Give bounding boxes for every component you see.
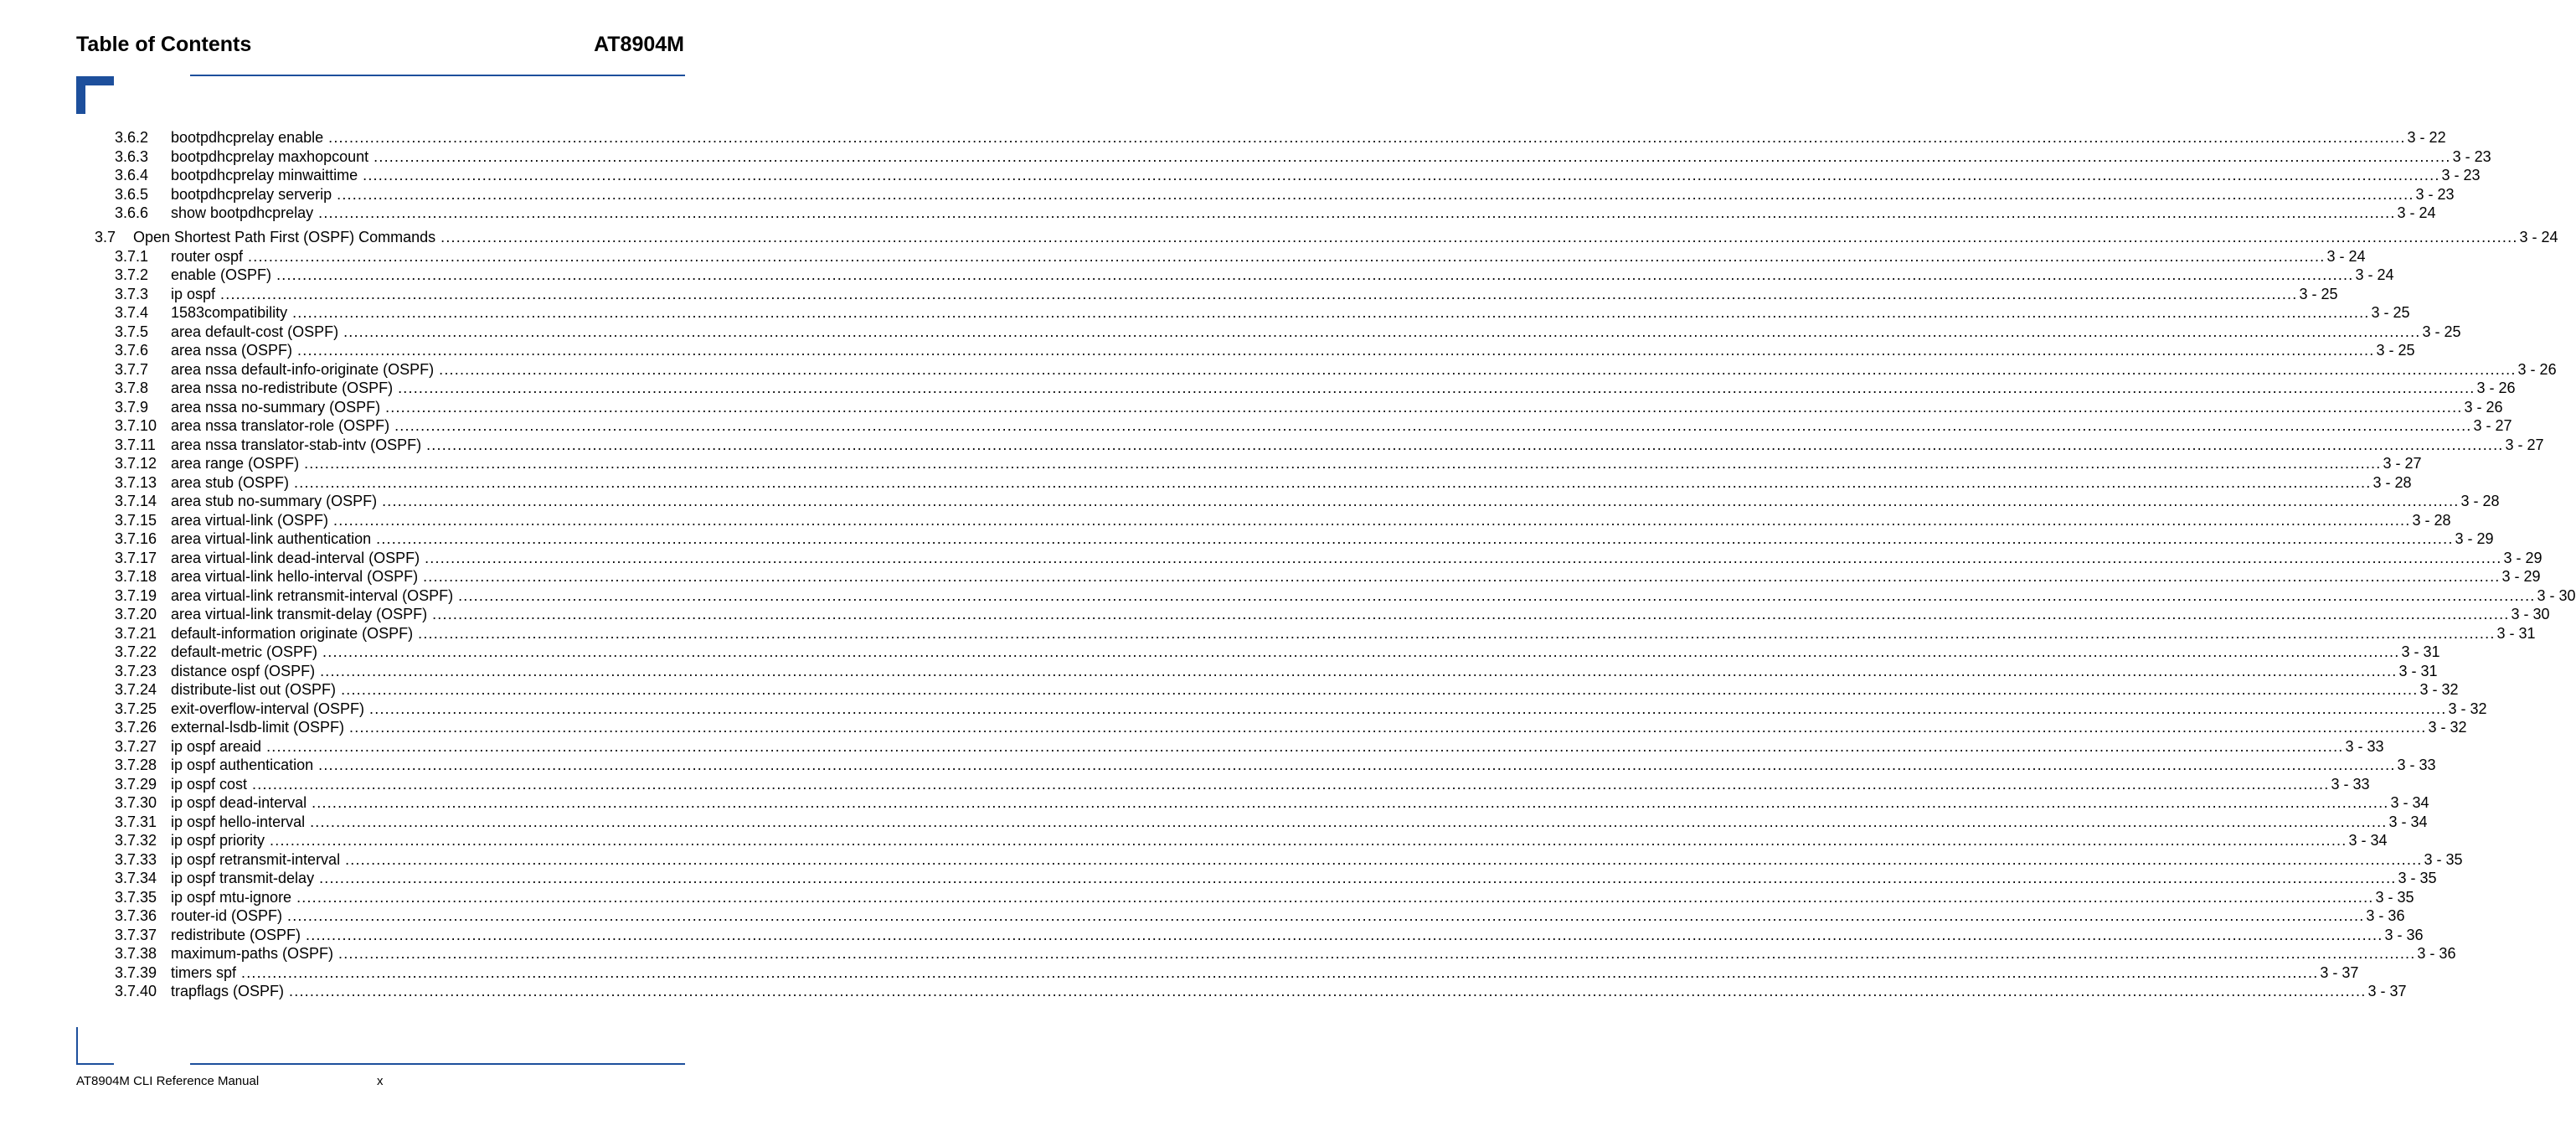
toc-entry-number: 3.7.31	[115, 813, 157, 830]
toc-dot-leader: ................................................................................................................................................................................................................................................................................................................................................................................................................	[337, 185, 2414, 203]
toc-entry[interactable]	[0, 624, 2536, 643]
product-name: AT8904M	[594, 33, 684, 56]
toc-dot-leader: ................................................................................................................................................................................................................................................................................................................................................................................................................	[322, 643, 2400, 660]
toc-entry[interactable]	[0, 831, 2388, 850]
toc-entry[interactable]	[0, 379, 2516, 398]
toc-entry-title: Open Shortest Path First (OSPF) Commands	[133, 228, 440, 247]
toc-dot-leader: ................................................................................................................................................................................................................................................................................................................................................................................................................	[318, 204, 2396, 221]
toc-entry-page: 3 - 33	[2331, 775, 2370, 793]
toc-dot-leader: ................................................................................................................................................................................................................................................................................................................................................................................................................	[270, 832, 2347, 849]
toc-dot-leader: ................................................................................................................................................................................................................................................................................................................................................................................................................	[418, 624, 2496, 642]
toc-entry-title: ip ospf cost	[171, 775, 252, 794]
toc-entry-page: 3 - 27	[2505, 436, 2544, 453]
toc-entry[interactable]	[0, 323, 2461, 342]
toc-dot-leader: ................................................................................................................................................................................................................................................................................................................................................................................................................	[276, 266, 2354, 283]
toc-entry[interactable]	[0, 869, 2437, 888]
toc-dot-leader: ................................................................................................................................................................................................................................................................................................................................................................................................................	[266, 737, 2344, 755]
toc-entry-number: 3.7.35	[115, 888, 157, 906]
toc-entry-number: 3.7.23	[115, 662, 157, 679]
toc-entry[interactable]	[0, 247, 2366, 266]
toc-entry-number: 3.7.8	[115, 380, 149, 396]
toc-entry-page: 3 - 31	[2398, 662, 2438, 679]
toc-entry-number: 3.7.17	[115, 549, 157, 566]
toc-entry-number: 3.7.15	[115, 511, 157, 529]
toc-entry-title: bootpdhcprelay minwaittime	[171, 166, 363, 185]
toc-entry[interactable]	[0, 775, 2370, 794]
toc-entry-title: ip ospf	[171, 285, 220, 304]
toc-dot-leader: ................................................................................................................................................................................................................................................................................................................................................................................................................	[294, 473, 2372, 491]
toc-entry[interactable]	[0, 360, 2557, 380]
toc-entry-page: 3 - 28	[2372, 473, 2412, 491]
toc-entry-number: 3.6.4	[115, 167, 149, 183]
toc-entry-title: bootpdhcprelay maxhopcount	[171, 147, 374, 167]
toc-entry-number: 3.7.16	[115, 530, 157, 547]
toc-entry-page: 3 - 30	[2537, 586, 2576, 604]
toc-entry-number: 3.7.34	[115, 870, 157, 886]
toc-entry-page: 3 - 24	[2519, 229, 2558, 245]
toc-entry[interactable]	[0, 662, 2438, 681]
toc-entry-number: 3.7.11	[115, 436, 156, 453]
toc-entry-title: area stub (OSPF)	[171, 473, 294, 493]
toc-dot-leader: ................................................................................................................................................................................................................................................................................................................................................................................................................	[349, 719, 2427, 736]
toc-entry-title: timers spf	[171, 963, 241, 983]
toc-entry[interactable]	[0, 416, 2512, 436]
toc-entry-title: area nssa no-redistribute (OSPF)	[171, 379, 398, 398]
toc-entry[interactable]	[0, 204, 2436, 223]
toc-entry-page: 3 - 26	[2476, 380, 2516, 396]
toc-entry[interactable]	[0, 511, 2451, 530]
toc-entry-number: 3.7.22	[115, 643, 157, 660]
toc-dot-leader: ................................................................................................................................................................................................................................................................................................................................................................................................................	[297, 342, 2375, 359]
toc-entry-number: 3.6.5	[115, 185, 149, 203]
toc-entry-number: 3.7.6	[115, 342, 149, 359]
toc-entry-number: 3.7.12	[115, 455, 157, 472]
toc-entry[interactable]	[0, 492, 2500, 511]
toc-entry-number: 3.7.27	[115, 737, 157, 755]
toc-entry-title: area range (OSPF)	[171, 454, 304, 473]
toc-dot-leader: ................................................................................................................................................................................................................................................................................................................................................................................................................	[439, 360, 2517, 378]
toc-entry-title: ip ospf hello-interval	[171, 813, 310, 832]
toc-entry[interactable]	[0, 266, 2394, 285]
toc-entry-page: 3 - 34	[2348, 832, 2388, 849]
toc-entry-page: 3 - 34	[2390, 794, 2429, 811]
toc-entry-page: 3 - 35	[2398, 870, 2437, 886]
page-title: Table of Contents	[76, 33, 252, 56]
toc-entry-number: 3.7.36	[115, 907, 157, 924]
toc-entry-number: 3.7.29	[115, 775, 157, 793]
toc-entry-title: 1583compatibility	[171, 303, 292, 323]
toc-entry-number: 3.6.6	[115, 204, 149, 221]
toc-entry-page: 3 - 32	[2428, 719, 2467, 736]
toc-entry-number: 3.7.25	[115, 700, 157, 717]
toc-entry-page: 3 - 26	[2517, 360, 2557, 378]
toc-entry-title: area default-cost (OSPF)	[171, 323, 343, 342]
toc-entry-page: 3 - 32	[2419, 681, 2459, 698]
toc-entry-number: 3.7.1	[115, 247, 149, 265]
toc-entry-page: 3 - 37	[2367, 983, 2407, 999]
toc-entry-title: maximum-paths (OSPF)	[171, 944, 338, 963]
toc-entry-page: 3 - 25	[2376, 342, 2415, 359]
toc-entry[interactable]	[0, 436, 2544, 455]
toc-entry-page: 3 - 35	[2375, 888, 2414, 906]
toc-entry-title: ip ospf dead-interval	[171, 793, 312, 813]
toc-dot-leader: ................................................................................................................................................................................................................................................................................................................................................................................................................	[440, 229, 2518, 245]
toc-dot-leader: ................................................................................................................................................................................................................................................................................................................................................................................................................	[343, 323, 2421, 340]
toc-entry[interactable]	[0, 643, 2440, 662]
toc-entry[interactable]	[0, 473, 2412, 493]
toc-entry-page: 3 - 27	[2473, 417, 2512, 434]
toc-entry[interactable]	[0, 549, 2543, 568]
toc-dot-leader: ................................................................................................................................................................................................................................................................................................................................................................................................................	[374, 147, 2451, 165]
toc-entry-title: bootpdhcprelay enable	[171, 128, 328, 147]
toc-entry-page: 3 - 24	[2397, 204, 2436, 221]
toc-entry-number: 3.7.18	[115, 568, 157, 585]
toc-entry-page: 3 - 25	[2371, 304, 2410, 321]
toc-entry-number: 3.7.30	[115, 794, 157, 811]
toc-entry-title: area virtual-link transmit-delay (OSPF)	[171, 605, 432, 624]
toc-entry-page: 3 - 28	[2412, 511, 2451, 529]
toc-entry[interactable]	[0, 737, 2384, 757]
toc-dot-leader: ................................................................................................................................................................................................................................................................................................................................................................................................................	[319, 870, 2397, 886]
toc-entry[interactable]	[0, 906, 2405, 926]
toc-entry-page: 3 - 29	[2501, 568, 2541, 585]
toc-dot-leader: ................................................................................................................................................................................................................................................................................................................................................................................................................	[248, 247, 2326, 265]
toc-entry-title: area virtual-link dead-interval (OSPF)	[171, 549, 425, 568]
toc-entry-number: 3.7.4	[115, 304, 149, 321]
toc-dot-leader: ................................................................................................................................................................................................................................................................................................................................................................................................................	[241, 963, 2319, 981]
toc-dot-leader: ................................................................................................................................................................................................................................................................................................................................................................................................................	[292, 304, 2370, 321]
toc-entry-title: distance ospf (OSPF)	[171, 662, 320, 681]
toc-entry-number: 3.7.20	[115, 606, 157, 622]
toc-entry-number: 3.7.37	[115, 926, 157, 943]
toc-entry-number: 3.7.38	[115, 945, 157, 962]
toc-dot-leader: ................................................................................................................................................................................................................................................................................................................................................................................................................	[432, 606, 2510, 622]
toc-entry-title: ip ospf mtu-ignore	[171, 888, 296, 907]
toc-entry-title: ip ospf transmit-delay	[171, 869, 319, 888]
toc-entry-number: 3.7.19	[115, 586, 157, 604]
toc-entry-title: area stub no-summary (OSPF)	[171, 492, 382, 511]
toc-entry-page: 3 - 28	[2460, 493, 2500, 509]
toc-entry[interactable]	[0, 944, 2456, 963]
toc-entry-title: area nssa default-info-originate (OSPF)	[171, 360, 439, 380]
toc-entry-title: ip ospf retransmit-interval	[171, 850, 345, 870]
toc-entry[interactable]	[0, 850, 2463, 870]
toc-entry-page: 3 - 33	[2345, 737, 2384, 755]
toc-entry-page: 3 - 35	[2424, 850, 2463, 868]
toc-dot-leader: ................................................................................................................................................................................................................................................................................................................................................................................................................	[345, 850, 2423, 868]
footer-divider	[190, 1063, 685, 1065]
toc-dot-leader: ................................................................................................................................................................................................................................................................................................................................................................................................................	[458, 586, 2536, 604]
toc-entry-number: 3.7.14	[115, 493, 157, 509]
footer-manual-title: AT8904M CLI Reference Manual	[76, 1074, 260, 1088]
toc-dot-leader: ................................................................................................................................................................................................................................................................................................................................................................................................................	[312, 794, 2389, 811]
toc-entry[interactable]	[0, 398, 2503, 417]
toc-entry[interactable]	[0, 303, 2410, 323]
toc-dot-leader: ................................................................................................................................................................................................................................................................................................................................................................................................................	[304, 455, 2382, 472]
toc-entry-title: area virtual-link hello-interval (OSPF)	[171, 567, 423, 586]
toc-dot-leader: ................................................................................................................................................................................................................................................................................................................................................................................................................	[318, 757, 2396, 773]
toc-dot-leader: ................................................................................................................................................................................................................................................................................................................................................................................................................	[333, 511, 2411, 529]
toc-entry[interactable]	[0, 700, 2487, 719]
toc-entry-number: 3.7.13	[115, 473, 157, 491]
toc-dot-leader: ................................................................................................................................................................................................................................................................................................................................................................................................................	[328, 129, 2406, 146]
toc-entry-title: default-information originate (OSPF)	[171, 624, 418, 643]
toc-entry[interactable]	[0, 756, 2436, 775]
toc-dot-leader: ................................................................................................................................................................................................................................................................................................................................................................................................................	[426, 436, 2504, 453]
toc-entry[interactable]	[0, 128, 2446, 147]
toc-entry-page: 3 - 37	[2320, 963, 2359, 981]
toc-entry-number: 3.7.26	[115, 719, 157, 736]
toc-entry-title: area nssa translator-role (OSPF)	[171, 416, 394, 436]
toc-dot-leader: ................................................................................................................................................................................................................................................................................................................................................................................................................	[296, 888, 2374, 906]
toc-entry-page: 3 - 36	[2417, 945, 2456, 962]
toc-entry-number: 3.7.28	[115, 757, 157, 773]
toc-entry-title: distribute-list out (OSPF)	[171, 680, 341, 700]
toc-entry-page: 3 - 36	[2366, 907, 2405, 924]
toc-entry[interactable]	[0, 228, 2558, 247]
toc-entry-title: area nssa no-summary (OSPF)	[171, 398, 385, 417]
toc-entry-title: show bootpdhcprelay	[171, 204, 318, 223]
toc-entry-number: 3.7.9	[115, 398, 149, 416]
toc-entry-number: 3.7.24	[115, 681, 157, 698]
toc-entry[interactable]	[0, 586, 2576, 606]
toc-dot-leader: ................................................................................................................................................................................................................................................................................................................................................................................................................	[382, 493, 2460, 509]
toc-entry[interactable]	[0, 926, 2424, 945]
toc-dot-leader: ................................................................................................................................................................................................................................................................................................................................................................................................................	[376, 530, 2454, 547]
toc-entry[interactable]	[0, 982, 2407, 1001]
toc-entry[interactable]	[0, 813, 2428, 832]
toc-entry-number: 3.7.3	[115, 285, 149, 302]
toc-entry-page: 3 - 25	[2422, 323, 2461, 340]
toc-dot-leader: ................................................................................................................................................................................................................................................................................................................................................................................................................	[425, 549, 2502, 566]
toc-entry-title: ip ospf authentication	[171, 756, 318, 775]
toc-entry[interactable]	[0, 567, 2541, 586]
toc-entry-title: router ospf	[171, 247, 248, 266]
toc-entry-title: bootpdhcprelay serverip	[171, 185, 337, 204]
toc-entry[interactable]	[0, 185, 2455, 204]
toc-entry-page: 3 - 31	[2401, 643, 2440, 660]
footer-bracket-base	[76, 1063, 114, 1065]
toc-entry-page: 3 - 34	[2388, 813, 2428, 830]
toc-entry[interactable]	[0, 718, 2467, 737]
toc-entry-title: router-id (OSPF)	[171, 906, 287, 926]
toc-dot-leader: ................................................................................................................................................................................................................................................................................................................................................................................................................	[320, 662, 2398, 679]
toc-entry-title: redistribute (OSPF)	[171, 926, 306, 945]
toc-entry-number: 3.7.5	[115, 323, 149, 340]
footer-bracket-icon	[76, 1027, 78, 1065]
toc-entry-page: 3 - 26	[2464, 398, 2503, 416]
toc-entry-number: 3.7.32	[115, 832, 157, 849]
toc-entry-title: trapflags (OSPF)	[171, 982, 289, 1001]
toc-entry-number: 3.7.7	[115, 360, 149, 378]
toc-entry-title: area virtual-link (OSPF)	[171, 511, 333, 530]
toc-entry-number: 3.7.39	[115, 963, 157, 981]
toc-entry-number: 3.7.10	[115, 417, 157, 434]
toc-entry-title: ip ospf priority	[171, 831, 270, 850]
toc-dot-leader: ................................................................................................................................................................................................................................................................................................................................................................................................................	[423, 568, 2501, 585]
toc-entry[interactable]	[0, 529, 2494, 549]
toc-entry-title: ip ospf areaid	[171, 737, 266, 757]
toc-entry-page: 3 - 31	[2496, 624, 2536, 642]
toc-entry[interactable]	[0, 285, 2338, 304]
toc-entry-title: external-lsdb-limit (OSPF)	[171, 718, 349, 737]
toc-dot-leader: ................................................................................................................................................................................................................................................................................................................................................................................................................	[369, 700, 2447, 717]
toc-entry[interactable]	[0, 888, 2414, 907]
toc-entry-page: 3 - 30	[2511, 606, 2550, 622]
toc-entry-page: 3 - 24	[2326, 247, 2366, 265]
toc-entry[interactable]	[0, 454, 2422, 473]
toc-entry-page: 3 - 27	[2383, 455, 2422, 472]
toc-entry-page: 3 - 36	[2384, 926, 2424, 943]
toc-entry-title: exit-overflow-interval (OSPF)	[171, 700, 369, 719]
toc-entry-number: 3.7.2	[115, 266, 149, 283]
table-of-contents	[0, 128, 2576, 1001]
toc-entry-number: 3.6.3	[115, 147, 149, 165]
toc-dot-leader: ................................................................................................................................................................................................................................................................................................................................................................................................................	[289, 983, 2367, 999]
toc-dot-leader: ................................................................................................................................................................................................................................................................................................................................................................................................................	[310, 813, 2388, 830]
toc-entry-page: 3 - 22	[2407, 129, 2446, 146]
toc-dot-leader: ................................................................................................................................................................................................................................................................................................................................................................................................................	[338, 945, 2416, 962]
toc-entry-number: 3.7.21	[115, 624, 157, 642]
toc-entry-page: 3 - 24	[2355, 266, 2394, 283]
toc-entry-title: area nssa (OSPF)	[171, 341, 297, 360]
toc-entry-page: 3 - 25	[2299, 285, 2338, 302]
toc-entry[interactable]	[0, 147, 2491, 167]
toc-entry-page: 3 - 29	[2503, 549, 2543, 566]
toc-entry-number: 3.7.40	[115, 983, 157, 999]
toc-entry-number: 3.7	[95, 229, 116, 245]
toc-entry-page: 3 - 23	[2441, 167, 2481, 183]
toc-entry[interactable]	[0, 341, 2415, 360]
toc-dot-leader: ................................................................................................................................................................................................................................................................................................................................................................................................................	[385, 398, 2463, 416]
toc-dot-leader: ................................................................................................................................................................................................................................................................................................................................................................................................................	[252, 775, 2330, 793]
toc-dot-leader: ................................................................................................................................................................................................................................................................................................................................................................................................................	[220, 285, 2298, 302]
toc-entry-title: area virtual-link retransmit-interval (OSPF)	[171, 586, 458, 606]
toc-entry-title: default-metric (OSPF)	[171, 643, 322, 662]
toc-dot-leader: ................................................................................................................................................................................................................................................................................................................................................................................................................	[394, 417, 2472, 434]
toc-entry-page: 3 - 33	[2397, 757, 2436, 773]
toc-dot-leader: ................................................................................................................................................................................................................................................................................................................................................................................................................	[363, 167, 2440, 183]
toc-entry-number: 3.6.2	[115, 129, 149, 146]
toc-entry-page: 3 - 23	[2452, 147, 2491, 165]
toc-entry-title: area nssa translator-stab-intv (OSPF)	[171, 436, 426, 455]
toc-entry[interactable]	[0, 680, 2459, 700]
toc-entry-page: 3 - 23	[2415, 185, 2455, 203]
toc-entry-title: area virtual-link authentication	[171, 529, 376, 549]
corner-bracket-icon	[76, 76, 114, 114]
footer-page-number: x	[377, 1074, 384, 1088]
toc-entry[interactable]	[0, 166, 2481, 185]
toc-dot-leader: ................................................................................................................................................................................................................................................................................................................................................................................................................	[398, 380, 2476, 396]
toc-entry-page: 3 - 32	[2448, 700, 2487, 717]
toc-entry[interactable]	[0, 963, 2359, 983]
toc-dot-leader: ................................................................................................................................................................................................................................................................................................................................................................................................................	[287, 907, 2365, 924]
toc-entry-title: enable (OSPF)	[171, 266, 276, 285]
toc-dot-leader: ................................................................................................................................................................................................................................................................................................................................................................................................................	[306, 926, 2383, 943]
toc-entry-page: 3 - 29	[2455, 530, 2494, 547]
toc-entry[interactable]	[0, 605, 2550, 624]
header-divider	[190, 75, 685, 76]
toc-entry-number: 3.7.33	[115, 850, 157, 868]
toc-dot-leader: ................................................................................................................................................................................................................................................................................................................................................................................................................	[341, 681, 2419, 698]
toc-entry[interactable]	[0, 793, 2429, 813]
